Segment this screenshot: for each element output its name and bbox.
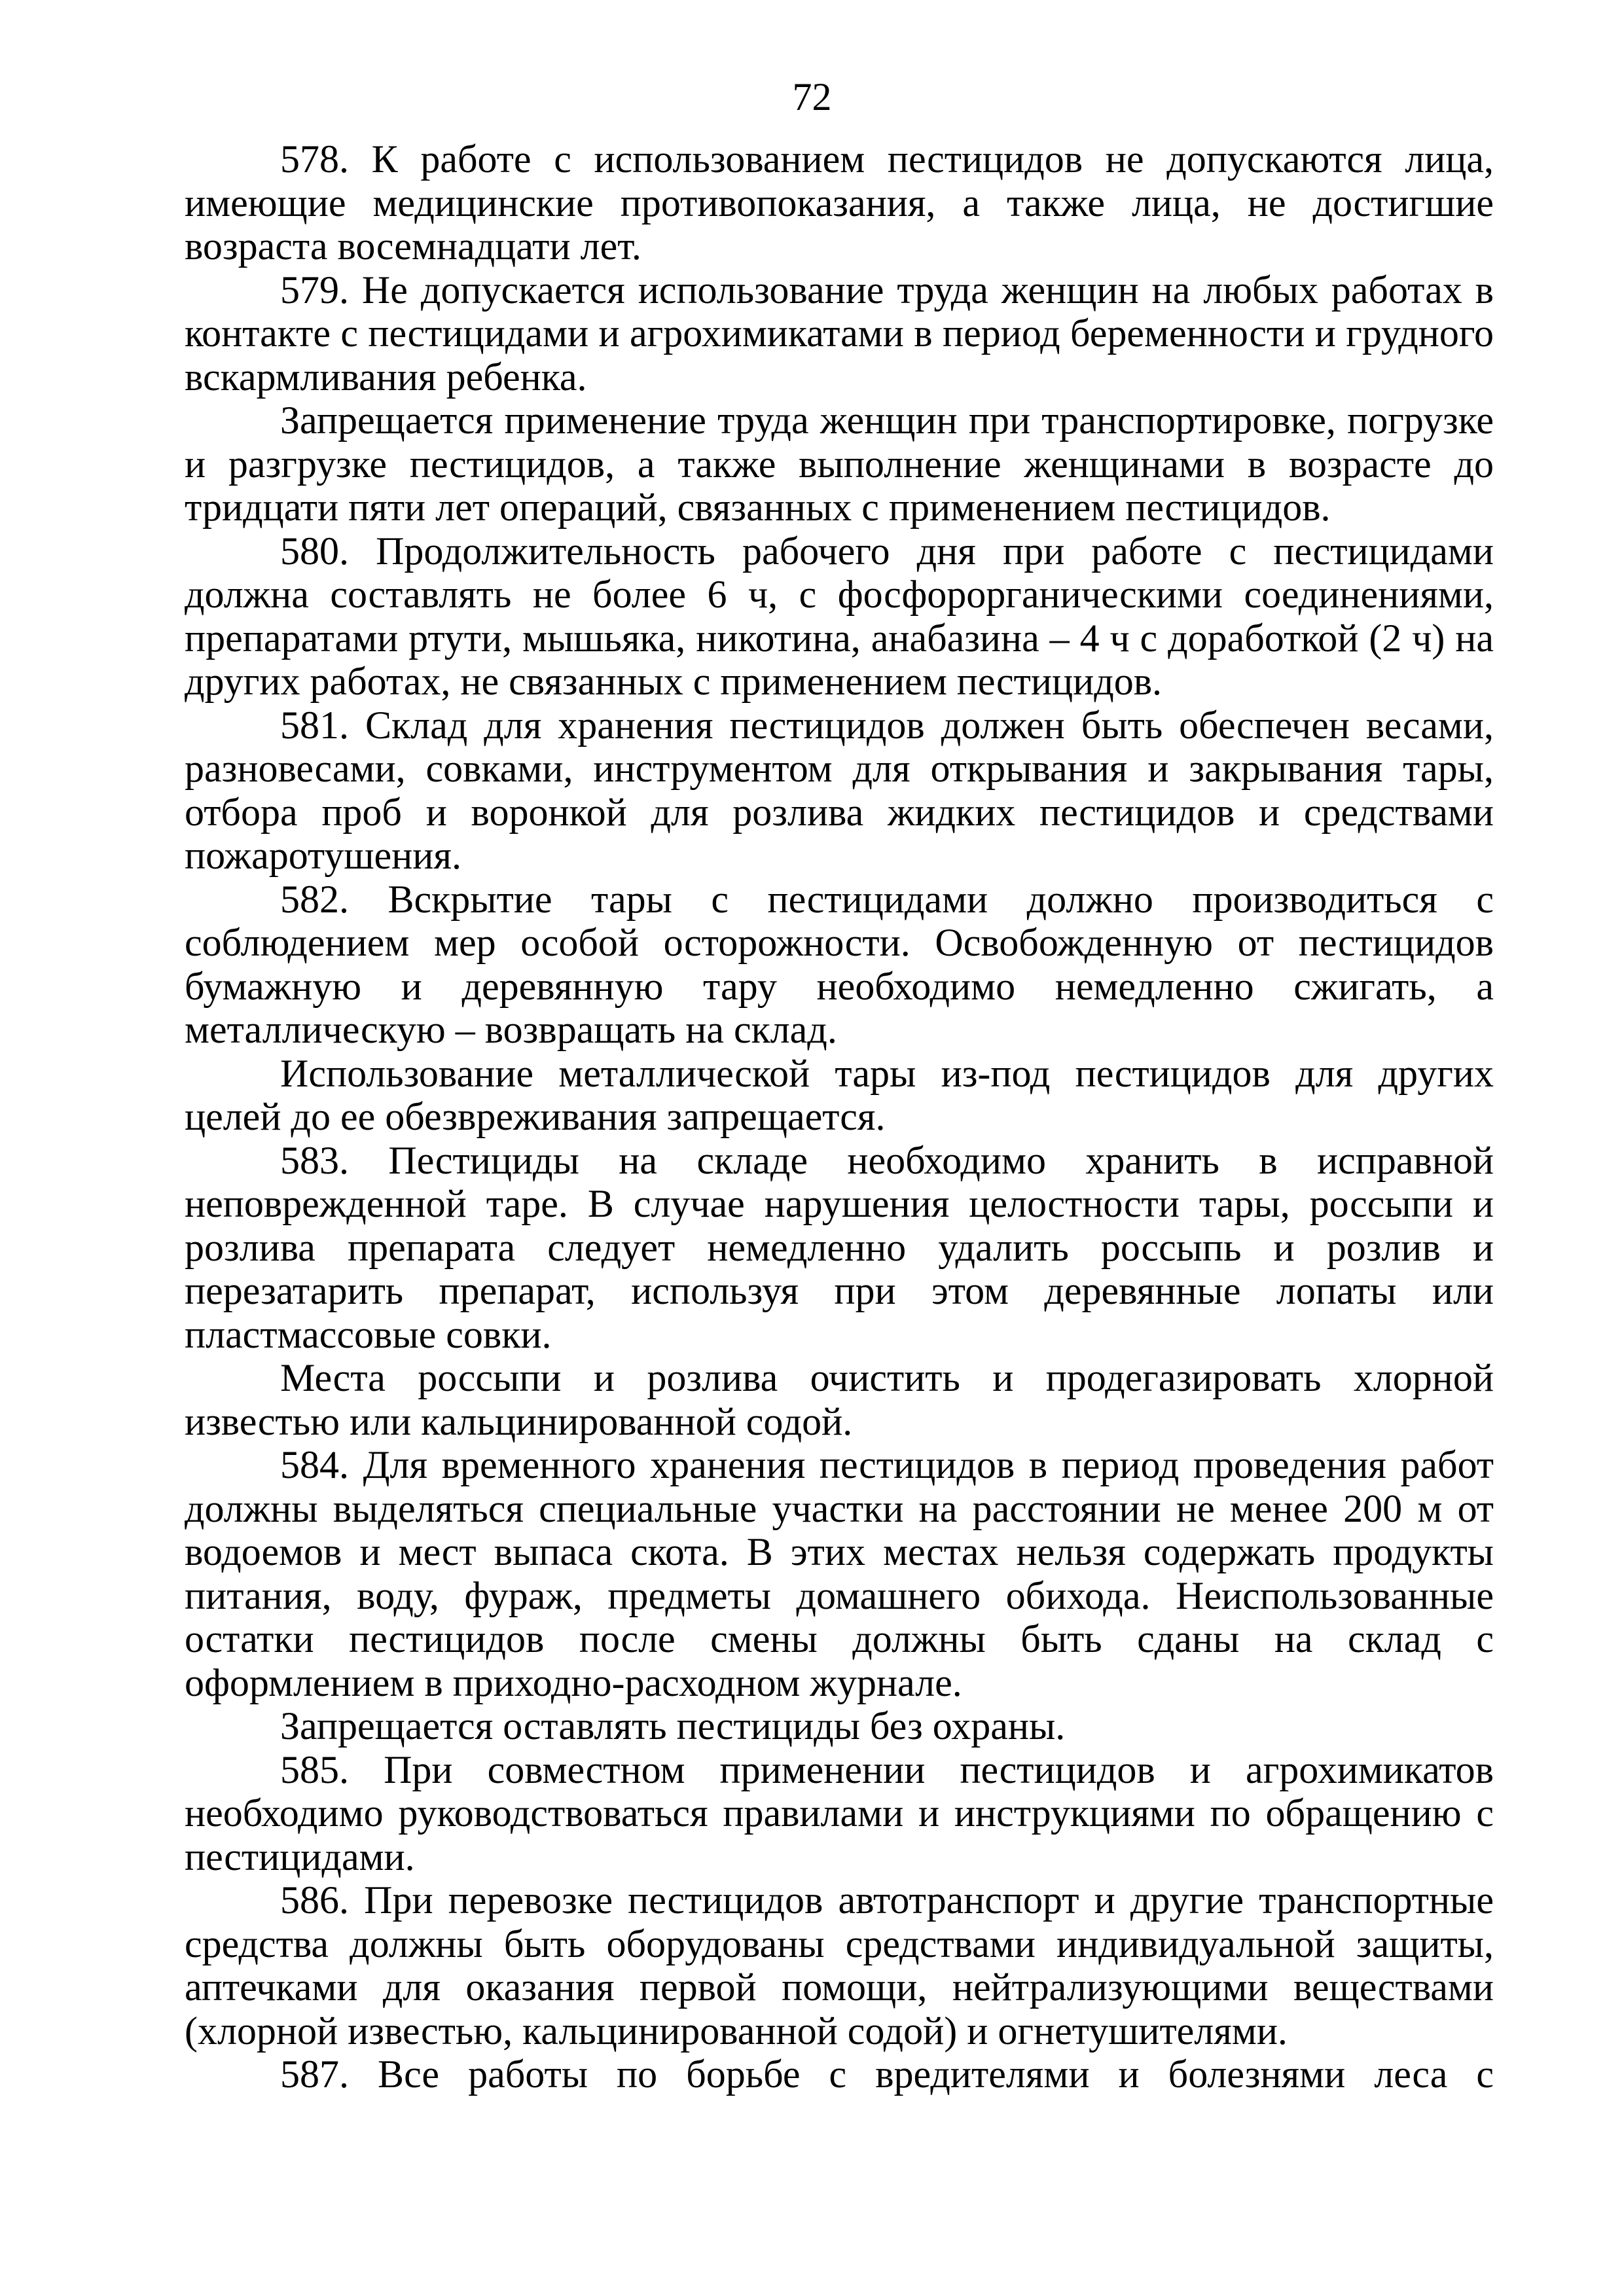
paragraph-579-women: Запрещается применение труда женщин при транспортировке, погрузке и разгрузке пестицидов, а также выполнение женщинами в возрасте до тридцати пяти лет операций, связанных с применением пестицидов. — [185, 399, 1494, 529]
paragraph-587: 587. Все работы по борьбе с вредителями и болезнями леса с — [280, 2053, 1494, 2096]
paragraph-584-guard: Запрещается оставлять пестициды без охраны. — [280, 1704, 1066, 1748]
page-number: 72 — [792, 75, 832, 118]
paragraph-583-cleanup: Места россыпи и розлива очистить и продегазировать хлорной известью или кальцинированной содой. — [185, 1356, 1494, 1443]
paragraph-582: 582. Вскрытие тары с пестицидами должно производиться с соблюдением мер особой осторожности. Освобожденную от пестицидов бумажную и деревянную тару необходимо немедленно сжигать, а металлическую – возвращать на склад. — [185, 877, 1494, 1051]
paragraph-578: 578. К работе с использованием пестицидов не допускаются лица, имеющие медицинские противопоказания, а также лица, не достигшие возраста восемнадцати лет. — [185, 137, 1494, 268]
body-text — [185, 137, 1494, 2096]
paragraph-579: 579. Не допускается использование труда женщин на любых работах в контакте с пестицидами и агрохимикатами в период беременности и грудного вскармливания ребенка. — [185, 268, 1494, 399]
paragraph-581: 581. Склад для хранения пестицидов должен быть обеспечен весами, разновесами, совками, инструментом для открывания и закрывания тары, отбора проб и воронкой для розлива жидких пестицидов и средствами пожаротушения. — [185, 703, 1494, 877]
paragraph-582-metal-tare: Использование металлической тары из-под пестицидов для других целей до ее обезвреживания запрещается. — [185, 1051, 1494, 1138]
paragraph-586: 586. При перевозке пестицидов автотранспорт и другие транспортные средства должны быть оборудованы средствами индивидуальной защиты, аптечками для оказания первой помощи, нейтрализующими веществами (хлорной известью, кальцинированной содой) и огнетушителями. — [185, 1878, 1494, 2053]
paragraph-580: 580. Продолжительность рабочего дня при работе с пестицидами должна составлять не более 6 ч, с фосфорорганическими соединениями, препаратами ртути, мышьяка, никотина, анабазина – 4 ч с доработкой (2 ч) на других работах, не связанных с применением пестицидов. — [185, 529, 1494, 703]
paragraph-583: 583. Пестициды на складе необходимо хранить в исправной неповрежденной таре. В случае нарушения целостности тары, россыпи и розлива препарата следует немедленно удалить россыпь и розлив и перезатарить препарат, используя при этом деревянные лопаты или пластмассовые совки. — [185, 1138, 1494, 1356]
paragraph-584: 584. Для временного хранения пестицидов в период проведения работ должны выделяться специальные участки на расстоянии не менее 200 м от водоемов и мест выпаса скота. В этих местах нельзя содержать продукты питания, воду, фураж, предметы домашнего обихода. Неиспользованные остатки пестицидов после смены должны быть сданы на склад с оформлением в приходно-расходном журнале. — [185, 1443, 1494, 1704]
paragraph-585: 585. При совместном применении пестицидов и агрохимикатов необходимо руководствоваться правилами и инструкциями по обращению с пестицидами. — [185, 1748, 1494, 1878]
